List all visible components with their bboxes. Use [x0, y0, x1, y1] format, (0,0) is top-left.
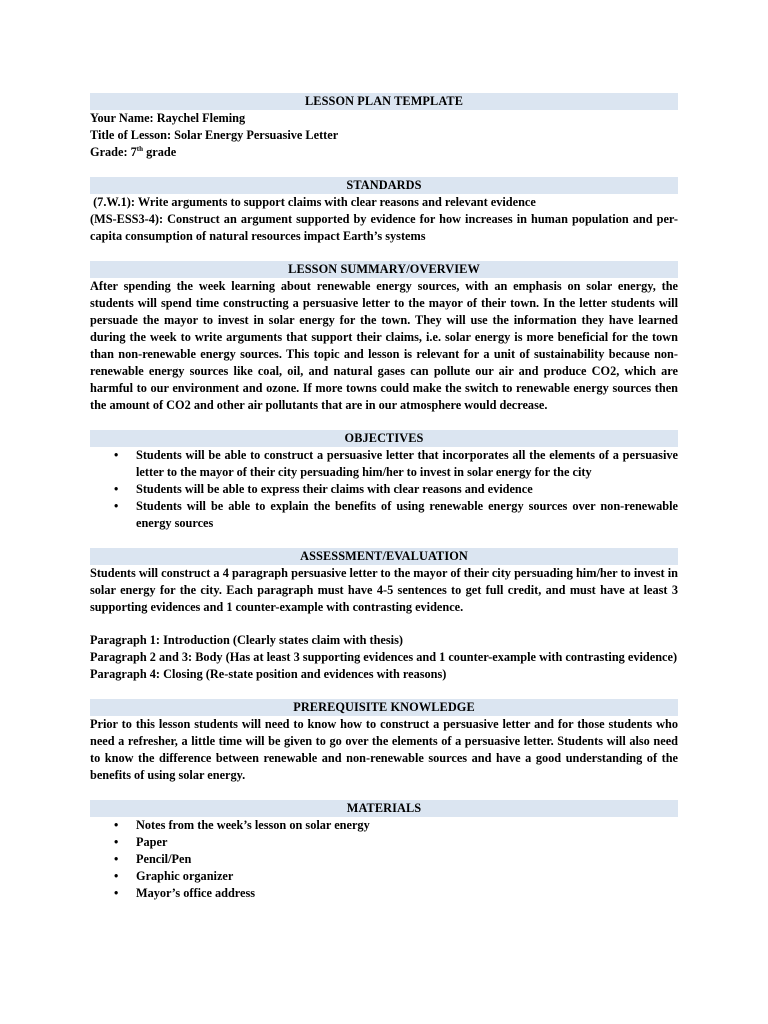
prerequisite-heading: PREREQUISITE KNOWLEDGE: [90, 699, 678, 716]
grade-suffix: grade: [143, 145, 177, 159]
bullet-icon: •: [114, 869, 119, 883]
grade-line: [90, 144, 678, 161]
bullet-icon: •: [114, 886, 119, 900]
bullet-icon: •: [114, 499, 119, 513]
prerequisite-text: Prior to this lesson students will need to know how to construct a persuasive letter and for those students who need a refresher, a little time will be given to go over the elements of a persuasive letter. Students will also need to know the difference between renewable and non-renewable sources and have a good understanding of the benefits of using solar energy.: [90, 717, 678, 782]
material-text: Mayor’s office address: [136, 886, 256, 900]
standard-ms-ess3-4: (MS-ESS3-4): Construct an argument supported by evidence for how increases in human population and per-capita consumption of natural resources impact Earth’s systems: [90, 212, 678, 243]
list-item: [90, 481, 678, 498]
list-item: [90, 885, 678, 902]
lesson-plan: [90, 93, 678, 902]
material-text: Graphic organizer: [136, 869, 234, 883]
lesson-plan-title: LESSON PLAN TEMPLATE: [90, 93, 678, 110]
standards-heading: STANDARDS: [90, 177, 678, 194]
objective-text: Students will be able to express their claims with clear reasons and evidence: [136, 482, 533, 496]
bullet-icon: •: [114, 835, 119, 849]
objective-text: Students will be able to explain the benefits of using renewable energy sources over non-renewable energy sources: [136, 499, 678, 530]
materials-heading: MATERIALS: [90, 800, 678, 817]
materials-list: [90, 817, 678, 902]
summary-heading: LESSON SUMMARY/OVERVIEW: [90, 261, 678, 278]
list-item: [90, 447, 678, 481]
objective-text: Students will be able to construct a persuasive letter that incorporates all the elements of a persuasive letter to the mayor of their city persuading him/her to invest in solar energy for the city: [136, 448, 678, 479]
material-text: Pencil/Pen: [136, 852, 192, 866]
grade-prefix: Grade: 7: [90, 145, 137, 159]
list-item: [90, 834, 678, 851]
material-text: Notes from the week’s lesson on solar energy: [136, 818, 370, 832]
objectives-list: [90, 447, 678, 532]
bullet-icon: •: [114, 818, 119, 832]
summary-text: After spending the week learning about renewable energy sources, with an emphasis on solar energy, the students will spend time constructing a persuasive letter to the mayor of their town. In the letter students will persuade the mayor to invest in solar energy for the town. They will use the information they have learned during the week to write arguments that support their claims, i.e. solar energy is more beneficial for the town than non-renewable energy sources. This topic and lesson is relevant for a unit of sustainability because non-renewable energy sources like coal, oil, and natural gases can pollute our air and produce CO2, which are harmful to our environment and ozone. If more towns could make the switch to renewable energy sources then the amount of CO2 and other air pollutants that are in our atmosphere would decrease.: [90, 279, 678, 412]
list-item: [90, 817, 678, 834]
paragraph-4-description: Paragraph 4: Closing (Re-state position and evidences with reasons): [90, 667, 447, 681]
paragraph-1-description: Paragraph 1: Introduction (Clearly states claim with thesis): [90, 633, 403, 647]
material-text: Paper: [136, 835, 168, 849]
list-item: [90, 868, 678, 885]
bullet-icon: •: [114, 448, 119, 462]
assessment-text: Students will construct a 4 paragraph persuasive letter to the mayor of their city persuading him/her to invest in solar energy for the city. Each paragraph must have 4-5 sentences to get full credit, and must have at least 3 supporting evidences and 1 counter-example with contrasting evidence.: [90, 566, 678, 614]
objectives-heading: OBJECTIVES: [90, 430, 678, 447]
paragraph-2-3-description: Paragraph 2 and 3: Body (Has at least 3 supporting evidences and 1 counter-example with contrasting evidence): [90, 650, 678, 664]
bullet-icon: •: [114, 482, 119, 496]
list-item: [90, 498, 678, 532]
bullet-icon: •: [114, 852, 119, 866]
assessment-heading: ASSESSMENT/EVALUATION: [90, 548, 678, 565]
list-item: [90, 851, 678, 868]
teacher-name: Your Name: Raychel Fleming: [90, 111, 246, 125]
grade-superscript: th: [136, 145, 144, 153]
lesson-title: Title of Lesson: Solar Energy Persuasive Letter: [90, 128, 339, 142]
standard-7w1: (7.W.1): Write arguments to support claims with clear reasons and relevant evidence: [90, 195, 536, 209]
